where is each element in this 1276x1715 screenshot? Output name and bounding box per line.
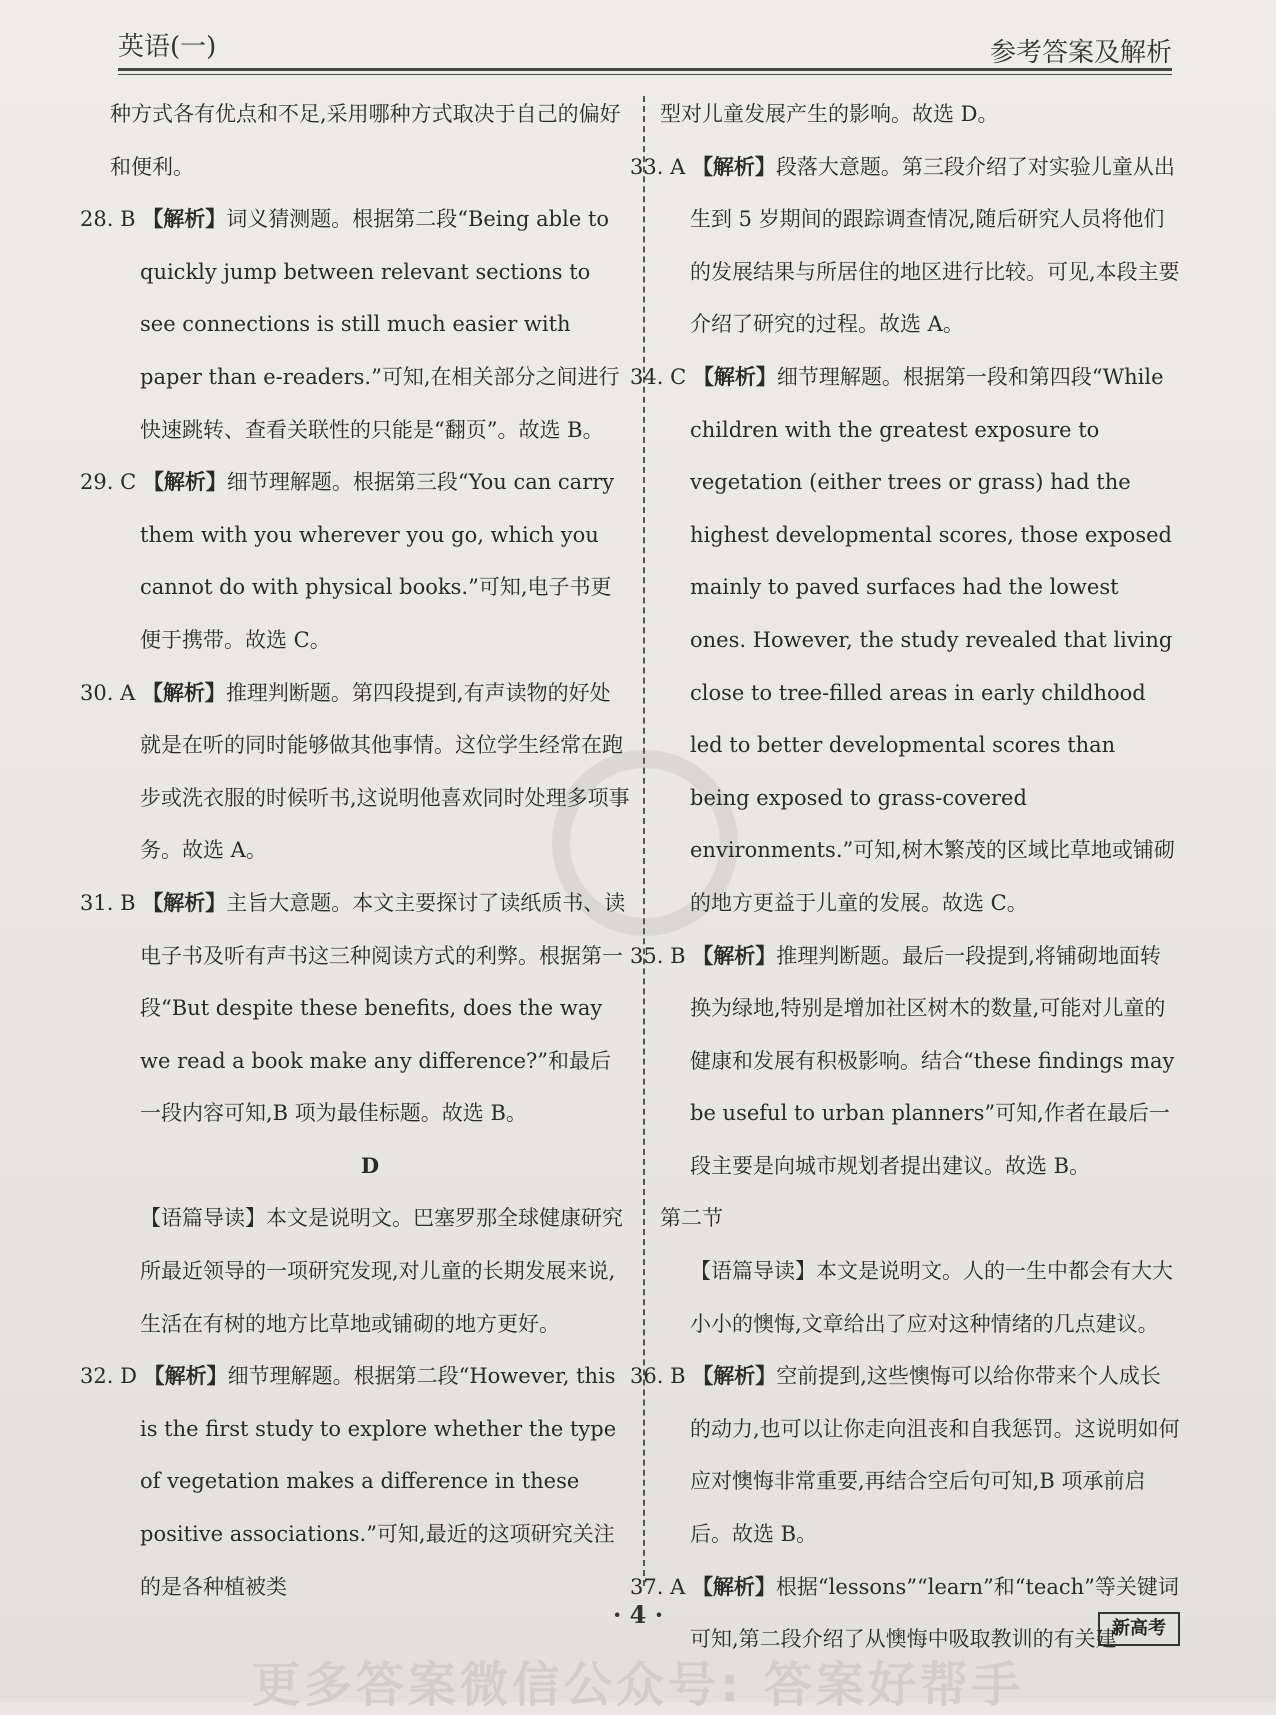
answer-text: 根据“lessons”“learn”和“teach”等关键词可知,第二段介绍了从懊悔中吸取教训的有关建 — [690, 1574, 1179, 1652]
answer-number: 28. B — [80, 207, 136, 232]
answer-text: 细节理解题。根据第三段“You can carry them with you wherever you go, which you cannot do with physical books.”可知,电子书更便于携带。故选 C。 — [140, 470, 615, 652]
section-heading: 第二节 — [660, 1206, 723, 1231]
analysis-tag: 【解析】 — [141, 680, 226, 705]
answer-number: 34. C — [630, 364, 687, 389]
answer-text: 推理判断题。第四段提到,有声读物的好处就是在听的同时能够做其他事情。这位学生经常在跑步或洗衣服的时候听书,这说明他喜欢同时处理多项事务。故选 A。 — [140, 680, 630, 863]
right-column — [630, 88, 1180, 1666]
answer-text: 空前提到,这些懊悔可以给你带来个人成长的动力,也可以让你走向沮丧和自我惩罚。这说明如何应对懊悔非常重要,再结合空后句可知,B 项承前启后。故选 B。 — [690, 1364, 1180, 1547]
passage-heading: D — [360, 1152, 380, 1178]
page-number: · 4 · — [612, 1600, 664, 1629]
paragraph: 种方式各有优点和不足,采用哪种方式取决于自己的偏好和便利。 — [110, 102, 621, 179]
answer-item — [630, 141, 1180, 351]
answer-text: 细节理解题。根据第一段和第四段“While children with the greatest exposure to vegetation (either trees or grass) had the highest developmental scores, those exposed mainly to paved surfaces had the lowest ones. However, the study revealed that living close to tree-filled areas in early childhood led to better developmental scores than being exposed to grass-covered environments.”可知,树木繁茂的区域比草地或铺砌的地方更益于儿童的发展。故选 C。 — [690, 364, 1175, 915]
analysis-tag: 【解析】 — [692, 943, 777, 968]
answer-number: 32. D — [80, 1364, 137, 1389]
answer-text: 细节理解题。根据第二段“However, this is the first study to explore whether the type of vegetation makes a difference in these positive associations.”可知,最近的这项研究关注的是各种植被类 — [140, 1364, 617, 1599]
answer-number: 37. A — [630, 1574, 686, 1599]
answer-number: 29. C — [80, 470, 137, 495]
answer-item — [80, 877, 630, 1140]
paragraph: 【语篇导读】本文是说明文。人的一生中都会有大大小小的懊悔,文章给出了应对这种情绪的几点建议。 — [690, 1259, 1173, 1336]
analysis-tag: 【解析】 — [143, 1364, 228, 1389]
header-rule-thick — [118, 68, 1172, 71]
answer-text: 词义猜测题。根据第二段“Being able to quickly jump between relevant sections to see connections is still much easier with paper than e-readers.”可知,在相关部分之间进行快速跳转、查看关联性的只能是“翻页”。故选 B。 — [140, 207, 620, 442]
answer-text: 推理判断题。最后一段提到,将铺砌地面转换为绿地,特别是增加社区树木的数量,可能对儿童的健康和发展有积极影响。结合“these findings may be useful to urban planners”可知,作者在最后一段主要是向城市规划者提出建议。故选 B。 — [690, 943, 1175, 1178]
answer-item — [80, 193, 630, 456]
analysis-tag: 【解析】 — [142, 890, 227, 915]
left-column — [80, 88, 630, 1613]
analysis-tag: 【解析】 — [691, 154, 776, 179]
paragraph: 【语篇导读】本文是说明文。巴塞罗那全球健康研究所最近领导的一项研究发现,对儿童的长期发展来说,生活在有树的地方比草地或铺砌的地方更好。 — [140, 1206, 623, 1336]
answer-item — [630, 1350, 1180, 1560]
answer-item — [80, 1350, 630, 1613]
answer-item — [630, 930, 1180, 1193]
answer-number: 31. B — [80, 890, 136, 915]
page-header — [118, 20, 1172, 70]
answer-number: 36. B — [630, 1364, 686, 1389]
analysis-tag: 【解析】 — [142, 207, 227, 232]
answer-item — [80, 667, 630, 877]
answer-number: 30. A — [80, 680, 136, 705]
analysis-tag: 【解析】 — [692, 1364, 777, 1389]
analysis-tag: 【解析】 — [691, 1574, 776, 1599]
header-title: 参考答案及解析 — [989, 38, 1172, 68]
answer-item — [80, 456, 630, 666]
answer-number: 33. A — [630, 154, 686, 179]
analysis-tag: 【解析】 — [692, 364, 777, 389]
answer-text: 段落大意题。第三段介绍了对实验儿童从出生到 5 岁期间的跟踪调查情况,随后研究人员将他们的发展结果与所居住的地区进行比较。可见,本段主要介绍了研究的过程。故选 A。 — [690, 154, 1180, 337]
answer-text: 主旨大意题。本文主要探讨了读纸质书、读电子书及听有声书这三种阅读方式的利弊。根据第一段“But despite these benefits, does the way we read a book make any difference?”和最后一段内容可知,B 项为最佳标题。故选 B。 — [140, 890, 626, 1126]
analysis-tag: 【解析】 — [142, 470, 227, 495]
paragraph: 型对儿童发展产生的影响。故选 D。 — [660, 102, 999, 126]
footer-watermark: 更多答案微信公众号: 答案好帮手 — [252, 1657, 1024, 1713]
answer-item — [630, 351, 1180, 930]
edition-stamp: 新高考 — [1098, 1612, 1180, 1646]
header-subject: 英语(一) — [118, 32, 217, 62]
header-rule-thin — [118, 74, 1172, 75]
answer-number: 35. B — [630, 943, 686, 968]
